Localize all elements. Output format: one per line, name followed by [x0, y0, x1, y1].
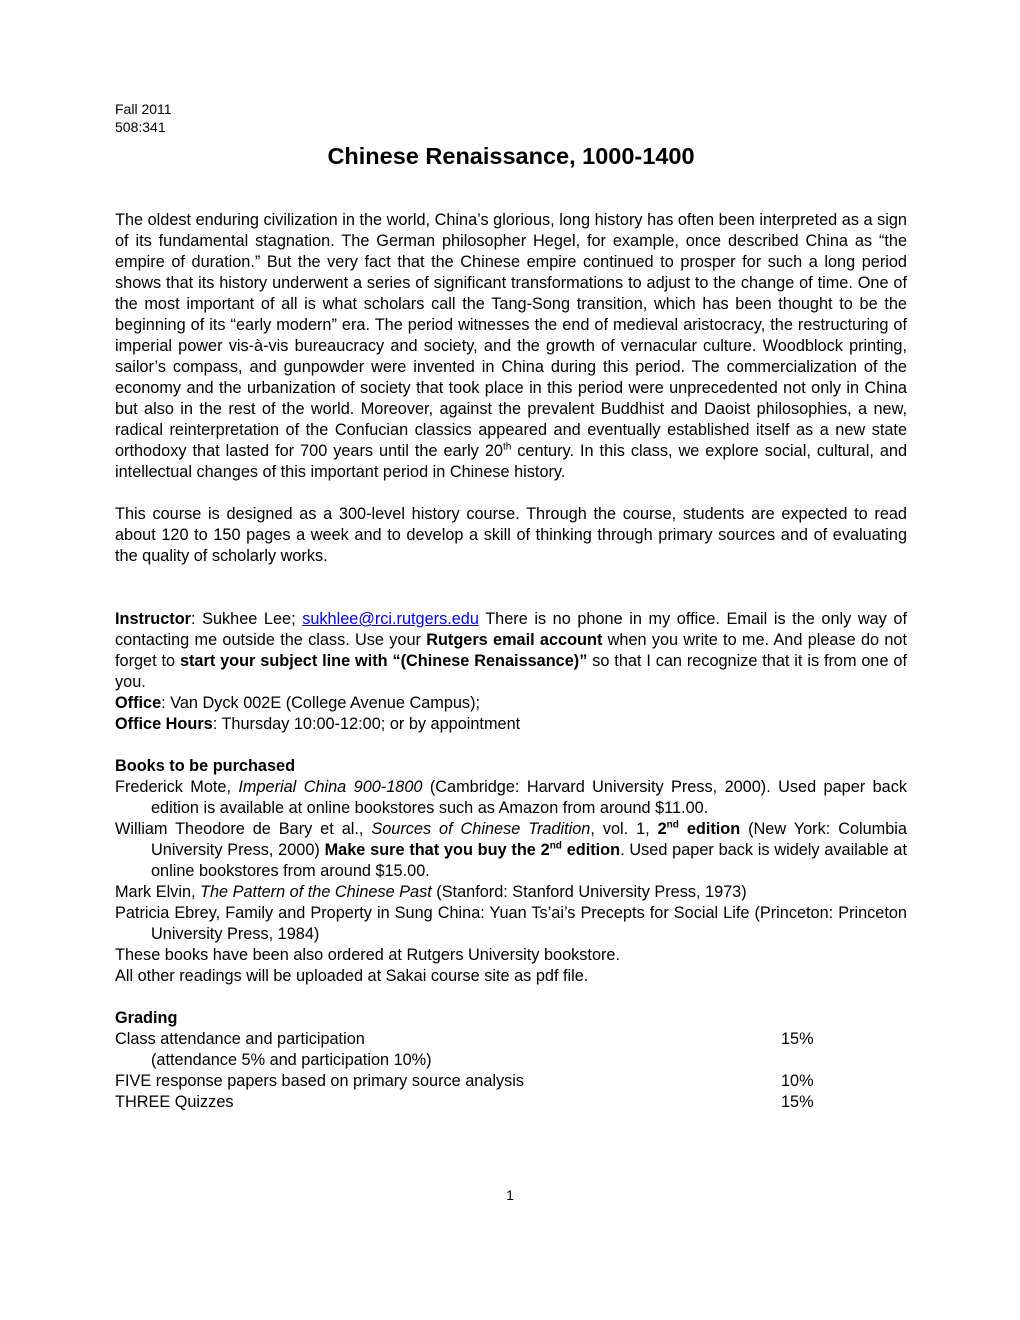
instructor-section: [115, 609, 907, 735]
book-item: William Theodore de Bary et al., Sources of Chinese Tradition, vol. 1, 2nd edition (New York: Columbia University Press, 2000) Make sure that you buy the 2nd edition. Used paper back is widely available at online bookstores from around $15.00.: [115, 819, 907, 880]
book-item: Mark Elvin, The Pattern of the Chinese Past (Stanford: Stanford University Press, 1973): [115, 883, 747, 901]
course-design-paragraph: This course is designed as a 300-level history course. Through the course, students are expected to read about 120 to 150 pages a week and to develop a skill of thinking through primary sources and of evaluating the quality of scholarly works.: [115, 505, 907, 565]
books-heading: Books to be purchased: [115, 757, 296, 775]
page-title: Chinese Renaissance, 1000-1400: [327, 143, 695, 169]
book-item: Patricia Ebrey, Family and Property in Sung China: Yuan Ts’ai’s Precepts for Social Life (Princeton: Princeton University Press, 1984): [115, 904, 907, 943]
syllabus-page: [115, 100, 907, 1113]
book-item: Frederick Mote, Imperial China 900-1800 (Cambridge: Harvard University Press, 2000). Used paper back edition is available at online bookstores such as Amazon from around $11.00.: [115, 778, 907, 817]
intro-paragraph: The oldest enduring civilization in the world, China’s glorious, long history has often been interpreted as a sign of its fundamental stagnation. The German philosopher Hegel, for example, once described China as “the empire of duration.” But the very fact that the Chinese empire continued to prosper for such a long period shows that its history underwent a series of significant transformations to adjust to the change of time. One of the most important of all is what scholars call the Tang-Song transition, which has been thought to be the beginning of its “early modern” era. The period witnesses the end of medieval aristocracy, the restructuring of imperial power vis-à-vis bureaucracy and society, and the growth of vernacular culture. Woodblock printing, sailor’s compass, and gunpowder were invented in China during this period. The commercialization of the economy and the urbanization of society that took place in this period were unprecedented not only in China but also in the rest of the world. Moreover, against the prevalent Buddhist and Daoist philosophies, a new, radical reinterpretation of the Confucian classics appeared and eventually established itself as a new state orthodoxy that lasted for 700 years until the early 20th century. In this class, we explore social, cultural, and intellectual changes of this important period in Chinese history.: [115, 211, 907, 481]
grading-section: [115, 1008, 907, 1113]
grading-row: THREE Quizzes 15%: [115, 1093, 814, 1111]
instructor-paragraph: Instructor: Sukhee Lee; sukhlee@rci.rutgers.edu There is no phone in my office. Email is the only way of contacting me outside the class. Use your Rutgers email account when you write to me. And please do not forget to start your subject line with “(Chinese Renaissance)” so that I can recognize that it is from one of you.: [115, 610, 907, 691]
grading-row: FIVE response papers based on primary source analysis 10%: [115, 1072, 814, 1090]
grading-row: Class attendance and participation 15%: [115, 1030, 814, 1048]
books-note: These books have been also ordered at Rutgers University bookstore.: [115, 946, 620, 964]
grading-subnote: (attendance 5% and participation 10%): [151, 1051, 432, 1069]
office-hours-line: Office Hours: Thursday 10:00-12:00; or by appointment: [115, 715, 521, 733]
page-number: 1: [506, 1187, 514, 1203]
books-note: All other readings will be uploaded at Sakai course site as pdf file.: [115, 967, 589, 985]
office-line: Office: Van Dyck 002E (College Avenue Campus);: [115, 694, 481, 712]
term: Fall 2011: [115, 101, 172, 117]
instructor-email-link[interactable]: sukhlee@rci.rutgers.edu: [302, 610, 479, 628]
books-section: [115, 756, 907, 987]
instructor-label: Instructor: [115, 610, 191, 628]
grading-heading: Grading: [115, 1009, 178, 1027]
course-number: 508:341: [115, 119, 166, 135]
